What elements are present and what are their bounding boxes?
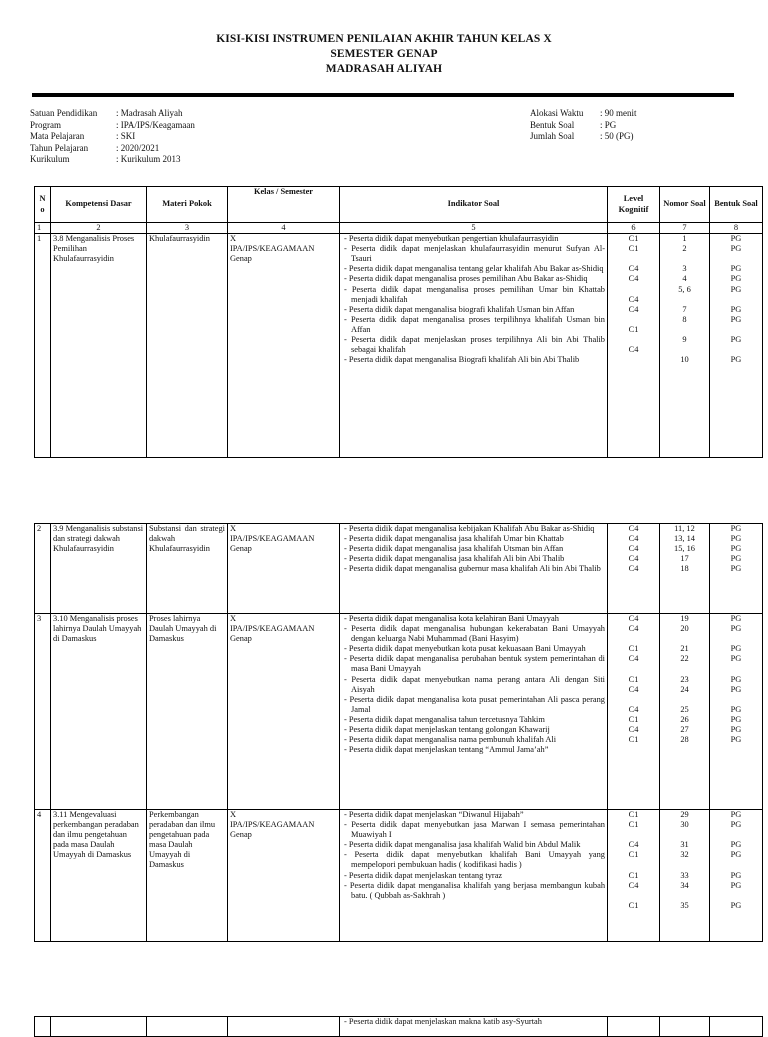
nomor-value: 10 [680, 355, 689, 365]
nomor-value: 32 [680, 850, 689, 860]
meta-row [530, 108, 637, 120]
row-nomor-soal [660, 810, 710, 942]
column-number-row [35, 223, 763, 234]
bentuk-value [712, 891, 760, 901]
row-bentuk-soal [710, 810, 763, 942]
level-value [610, 335, 657, 345]
level-value [610, 285, 657, 295]
indicator-item: - Peserta didik dapat menganalisa Biografi khalifah Ali bin Abi Thalib [342, 355, 605, 365]
bentuk-value [712, 254, 760, 264]
title-divider [32, 93, 734, 97]
nomor-value: 3 [682, 264, 687, 274]
indicator-item: - Peserta didik dapat menganalisa proses pemilihan Abu Bakar as-Shidiq [342, 274, 605, 284]
nomor-value: 13, 14 [674, 534, 695, 544]
row-nomor-soal [660, 614, 710, 810]
row-kelas-semester [228, 810, 340, 942]
meta-value: : 2020/2021 [116, 142, 160, 153]
header-indikator-soal: Indikator Soal [340, 187, 608, 223]
program: IPA/IPS/KEAGAMAAN [230, 244, 315, 254]
bentuk-value: PG [730, 714, 742, 724]
indicator-item: - Peserta didik dapat menganalisa khalifah yang berjasa membangun kubah batu. ( Qubbah as-Sakhrah ) [342, 881, 605, 901]
bentuk-value: PG [730, 674, 742, 684]
header-no: N o [35, 187, 51, 223]
row-level-kognitif [608, 234, 660, 458]
meta-key: Mata Pelajaran [30, 131, 85, 141]
bentuk-value [712, 345, 760, 355]
nomor-value [662, 345, 707, 355]
nomor-value: 30 [680, 820, 689, 830]
level-value: C4 [628, 624, 639, 634]
indicator-item: - Peserta didik dapat menyebutkan nama perang antara Ali dengan Siti Aisyah [342, 675, 605, 695]
bentuk-value: PG [730, 644, 742, 654]
kisi-table-2 [34, 523, 763, 942]
bentuk-value [712, 325, 760, 335]
nomor-value [662, 664, 707, 674]
bentuk-value: PG [730, 880, 742, 890]
bentuk-value: PG [730, 870, 742, 880]
bentuk-value: PG [730, 314, 742, 324]
indicator-item: - Peserta didik dapat menyebutkan jasa Marwan I semasa pemerintahan Muawiyah I [342, 820, 605, 840]
row-no: 1 [35, 234, 51, 458]
nomor-value: 15, 16 [674, 544, 695, 554]
nomor-value: 33 [680, 870, 689, 880]
level-value [610, 315, 657, 325]
nomor-value: 11, 12 [674, 524, 695, 533]
nomor-value [662, 860, 707, 870]
meta-value: : 90 menit [600, 108, 637, 118]
nomor-value: 1 [682, 234, 687, 244]
semester: Genap [230, 544, 252, 554]
table-row [35, 810, 763, 942]
bentuk-value: PG [730, 850, 742, 860]
bentuk-value [712, 295, 760, 305]
meta-row [530, 131, 637, 143]
indicator-item: - Peserta didik dapat menjelaskan tentang tyraz [342, 871, 605, 881]
nomor-value: 4 [682, 274, 687, 284]
nomor-value [662, 830, 707, 840]
level-value: C1 [628, 870, 639, 880]
nomor-value: 5, 6 [678, 284, 691, 294]
bentuk-value: PG [730, 614, 742, 623]
bentuk-value: PG [730, 735, 742, 745]
row-kelas-semester [228, 234, 340, 458]
nomor-value [662, 325, 707, 335]
nomor-value: 9 [682, 335, 687, 345]
meta-row [530, 120, 637, 132]
nomor-value: 23 [680, 674, 689, 684]
program: IPA/IPS/KEAGAMAAN [230, 820, 315, 830]
level-value [610, 634, 657, 644]
row-no: 2 [35, 524, 51, 614]
row-kompetensi-dasar: 3.8 Menganalisis Proses Pemilihan Khulafaurrasyidin [51, 234, 147, 458]
row-no: 3 [35, 614, 51, 810]
row-nomor-soal [660, 524, 710, 614]
row-indikator [340, 1017, 608, 1037]
kelas: X [230, 810, 237, 819]
bentuk-value: PG [730, 554, 742, 564]
col-num: 4 [228, 223, 340, 234]
indicator-item: - Peserta didik dapat menganalisa gubernur masa khalifah Ali bin Abi Thalib [342, 564, 605, 574]
row-indikator [340, 524, 608, 614]
bentuk-value [712, 664, 760, 674]
row-indikator [340, 810, 608, 942]
level-value: C4 [628, 544, 639, 554]
level-value [610, 891, 657, 901]
nomor-value: 27 [680, 725, 689, 735]
indicator-item: - Peserta didik dapat menganalisa proses terpilihnya khalifah Usman bin Affan [342, 315, 605, 335]
level-value: C4 [628, 564, 639, 574]
nomor-value: 8 [682, 314, 687, 324]
nomor-value: 35 [680, 900, 689, 910]
table-row [35, 1017, 763, 1037]
level-value: C1 [628, 900, 639, 910]
indicator-item: - Peserta didik dapat menganalisa kota kelahiran Bani Umayyah [342, 614, 605, 624]
header-level-kognitif: Level Kognitif [608, 187, 660, 223]
bentuk-value: PG [730, 810, 742, 819]
level-value: C4 [628, 345, 639, 355]
indicator-item: - Peserta didik dapat menjelaskan tentang “Ammul Jama’ah” [342, 745, 605, 755]
bentuk-value: PG [730, 335, 742, 345]
level-value [610, 830, 657, 840]
row-nomor-soal [660, 1017, 710, 1037]
header-materi-pokok: Materi Pokok [147, 187, 228, 223]
bentuk-value: PG [730, 355, 742, 365]
level-value [610, 860, 657, 870]
indicator-item: - Peserta didik dapat menganalisa kebijakan Khalifah Abu Bakar as-Shidiq [342, 524, 605, 534]
meta-row [30, 120, 195, 132]
meta-left [30, 108, 195, 166]
indicator-item: - Peserta didik dapat menganalisa jasa khalifah Utsman bin Affan [342, 544, 605, 554]
col-num: 1 [35, 223, 51, 234]
header-kompetensi-dasar: Kompetensi Dasar [51, 187, 147, 223]
indicator-item: - Peserta didik dapat menjelaskan tentang golongan Khawarij [342, 725, 605, 735]
nomor-value: 31 [680, 840, 689, 850]
level-value: C1 [628, 820, 639, 830]
col-num: 8 [710, 223, 763, 234]
indicator-item: - Peserta didik dapat menganalisa biografi khalifah Usman bin Affan [342, 305, 605, 315]
nomor-value: 21 [680, 644, 689, 654]
indicator-item: - Peserta didik dapat menyebutkan khalifah Bani Umayyah yang mempelopori pembukuan hadis ( kodifikasi hadis ) [342, 850, 605, 870]
bentuk-value: PG [730, 624, 742, 634]
col-num: 7 [660, 223, 710, 234]
indicator-item: - Peserta didik dapat menyebutkan pengertian khulafaurrasyidin [342, 234, 605, 244]
row-kelas-semester [228, 614, 340, 810]
nomor-value: 2 [682, 244, 687, 254]
row-bentuk-soal [710, 234, 763, 458]
row-level-kognitif [608, 614, 660, 810]
bentuk-value: PG [730, 244, 742, 254]
indicator-item: - Peserta didik dapat menganalisa jasa khalifah Umar bin Khattab [342, 534, 605, 544]
meta-key: Alokasi Waktu [530, 108, 584, 118]
indicator-item: - Peserta didik dapat menganalisa hubungan kekerabatan Bani Umayyah dengan keluarga Nabi Muhammad (Bani Hasyim) [342, 624, 605, 644]
meta-key: Bentuk Soal [530, 119, 575, 130]
kelas: X [230, 234, 237, 244]
bentuk-value: PG [730, 820, 742, 830]
semester: Genap [230, 634, 252, 644]
table-row [35, 234, 763, 458]
level-value: C1 [628, 810, 639, 819]
meta-value: : IPA/IPS/Keagamaan [116, 119, 195, 130]
kelas: X [230, 614, 237, 623]
nomor-value: 28 [680, 735, 689, 745]
meta-key: Tahun Pelajaran [30, 142, 89, 153]
level-value: C4 [628, 274, 639, 284]
indicator-item: - Peserta didik dapat menganalisa jasa khalifah Walid bin Abdul Malik [342, 840, 605, 850]
nomor-value [662, 891, 707, 901]
table-header-row [35, 187, 763, 223]
level-value: C4 [628, 684, 639, 694]
meta-value: : PG [600, 119, 617, 130]
nomor-value [662, 254, 707, 264]
row-kelas-semester [228, 524, 340, 614]
indicator-item: - Peserta didik dapat menganalisa nama pembunuh khalifah Ali [342, 735, 605, 745]
nomor-value [662, 295, 707, 305]
nomor-value [662, 634, 707, 644]
meta-right [530, 108, 637, 143]
bentuk-value [712, 634, 760, 644]
row-kompetensi-dasar [51, 1017, 147, 1037]
program: IPA/IPS/KEAGAMAAN [230, 624, 315, 634]
row-materi-pokok: Proses lahirnya Daulah Umayyah di Damaskus [147, 614, 228, 810]
nomor-value: 29 [680, 810, 689, 819]
level-value: C4 [628, 840, 639, 850]
meta-key: Kurikulum [30, 154, 70, 164]
level-value: C1 [628, 234, 639, 244]
bentuk-value: PG [730, 524, 742, 533]
nomor-value [662, 695, 707, 705]
bentuk-value: PG [730, 234, 742, 244]
row-kompetensi-dasar: 3.9 Menganalisis substansi dan strategi dakwah Khulafaurrasyidin [51, 524, 147, 614]
bentuk-value [712, 830, 760, 840]
kisi-table-3 [34, 1016, 763, 1037]
row-bentuk-soal [710, 614, 763, 810]
table-row [35, 524, 763, 614]
level-value: C4 [628, 880, 639, 890]
level-value [610, 664, 657, 674]
indicator-item: - Peserta didik dapat menyebutkan kota pusat kekuasaan Bani Umayyah [342, 644, 605, 654]
indicator-item: - Peserta didik dapat menjelaskan khulafaurrasyidin menurut Sufyan Al-Tsauri [342, 244, 605, 264]
bentuk-value: PG [730, 264, 742, 274]
row-no [35, 1017, 51, 1037]
indicator-item: - Peserta didik dapat menjelaskan “Diwanul Hijabah” [342, 810, 605, 820]
row-kelas-semester [228, 1017, 340, 1037]
col-num: 2 [51, 223, 147, 234]
nomor-value: 18 [680, 564, 689, 574]
col-num: 3 [147, 223, 228, 234]
level-value: C1 [628, 850, 639, 860]
meta-key: Jumlah Soal [530, 131, 575, 141]
nomor-value: 19 [680, 614, 689, 623]
indicator-item: - Peserta didik dapat menganalisa proses pemilihan Umar bin Khattab menjadi khalifah [342, 285, 605, 305]
kisi-table-1 [34, 186, 763, 458]
row-level-kognitif [608, 810, 660, 942]
nomor-value: 26 [680, 714, 689, 724]
level-value: C4 [628, 725, 639, 735]
nomor-value: 17 [680, 554, 689, 564]
semester: Genap [230, 254, 252, 264]
level-value: C1 [628, 735, 639, 745]
nomor-value: 22 [680, 654, 689, 664]
program: IPA/IPS/KEAGAMAAN [230, 534, 315, 544]
level-value: C1 [628, 714, 639, 724]
bentuk-value: PG [730, 274, 742, 284]
bentuk-value: PG [730, 654, 742, 664]
nomor-value: 25 [680, 704, 689, 714]
indicator-item: - Peserta didik dapat menganalisa jasa khalifah Ali bin Abi Thalib [342, 554, 605, 564]
indicator-item: - Peserta didik dapat menjelaskan proses terpilihnya Ali bin Abi Thalib sebagai khalifah [342, 335, 605, 355]
bentuk-value: PG [730, 684, 742, 694]
bentuk-value: PG [730, 544, 742, 554]
table-row [35, 614, 763, 810]
row-bentuk-soal [710, 524, 763, 614]
level-value: C1 [628, 324, 639, 334]
level-value [610, 254, 657, 264]
kelas: X [230, 524, 237, 533]
meta-row [30, 108, 195, 120]
level-value: C4 [628, 704, 639, 714]
doc-title-line2: SEMESTER GENAP [330, 48, 438, 60]
bentuk-value: PG [730, 704, 742, 714]
meta-value: : Kurikulum 2013 [116, 154, 181, 164]
level-value: C1 [628, 644, 639, 654]
indicator-item: - Peserta didik dapat menganalisa tahun tercetusnya Tahkim [342, 715, 605, 725]
meta-value: : Madrasah Aliyah [116, 108, 183, 118]
row-materi-pokok: Perkembangan peradaban dan ilmu pengetahuan pada masa Daulah Umayyah di Damaskus [147, 810, 228, 942]
nomor-value: 7 [682, 304, 687, 314]
meta-row [30, 143, 195, 155]
row-materi-pokok: Substansi dan strategi dakwah Khulafaurrasyidin [147, 524, 228, 614]
bentuk-value: PG [730, 534, 742, 544]
meta-row [30, 131, 195, 143]
row-no: 4 [35, 810, 51, 942]
nomor-value: 34 [680, 880, 689, 890]
col-num: 5 [340, 223, 608, 234]
indicator-item: - Peserta didik dapat menjelaskan makna katib asy-Syurtah [342, 1017, 605, 1027]
header-kelas-semester: Kelas / Semester [228, 187, 340, 223]
meta-row [30, 154, 195, 166]
row-bentuk-soal [710, 1017, 763, 1037]
row-level-kognitif [608, 524, 660, 614]
level-value: C4 [628, 654, 639, 664]
level-value: C4 [628, 534, 639, 544]
col-num: 6 [608, 223, 660, 234]
bentuk-value [712, 695, 760, 705]
level-value [610, 695, 657, 705]
row-kompetensi-dasar: 3.10 Menganalisis proses lahirnya Daulah Umayyah di Damaskus [51, 614, 147, 810]
level-value: C4 [628, 524, 639, 533]
doc-title-line1: KISI-KISI INSTRUMEN PENILAIAN AKHIR TAHUN KELAS X [216, 33, 552, 45]
bentuk-value: PG [730, 304, 742, 314]
indicator-item: - Peserta didik dapat menganalisa perubahan bentuk system pemerintahan di masa Bani Umayyah [342, 654, 605, 674]
header-bentuk-soal: Bentuk Soal [710, 187, 763, 223]
row-indikator [340, 614, 608, 810]
level-value: C1 [628, 674, 639, 684]
level-value: C4 [628, 304, 639, 314]
bentuk-value: PG [730, 900, 742, 910]
row-materi-pokok: Khulafaurrasyidin [147, 234, 228, 458]
row-level-kognitif [608, 1017, 660, 1037]
row-kompetensi-dasar: 3.11 Mengevaluasi perkembangan peradaban dan ilmu pengetahuan pada masa Daulah Umayyah di Damaskus [51, 810, 147, 942]
level-value: C4 [628, 614, 639, 623]
indicator-item: - Peserta didik dapat menganalisa tentang gelar khalifah Abu Bakar as-Shidiq [342, 264, 605, 274]
meta-value: : SKI [116, 131, 136, 141]
row-materi-pokok [147, 1017, 228, 1037]
meta-value: : 50 (PG) [600, 131, 634, 141]
indicator-item: - Peserta didik dapat menganalisa kota pusat pemerintahan Ali pasca perang Jamal [342, 695, 605, 715]
meta-key: Satuan Pendidikan [30, 108, 98, 118]
doc-title-line3: MADRASAH ALIYAH [325, 63, 443, 75]
bentuk-value: PG [730, 564, 742, 574]
bentuk-value: PG [730, 284, 742, 294]
bentuk-value [712, 860, 760, 870]
header-nomor-soal: Nomor Soal [660, 187, 710, 223]
level-value: C4 [628, 554, 639, 564]
meta-key: Program [30, 119, 61, 130]
bentuk-value: PG [730, 840, 742, 850]
semester: Genap [230, 830, 252, 840]
row-nomor-soal [660, 234, 710, 458]
level-value: C4 [628, 264, 639, 274]
bentuk-value: PG [730, 725, 742, 735]
row-indikator [340, 234, 608, 458]
level-value: C1 [628, 244, 639, 254]
nomor-value: 20 [680, 624, 689, 634]
nomor-value: 24 [680, 684, 689, 694]
level-value: C4 [628, 294, 639, 304]
